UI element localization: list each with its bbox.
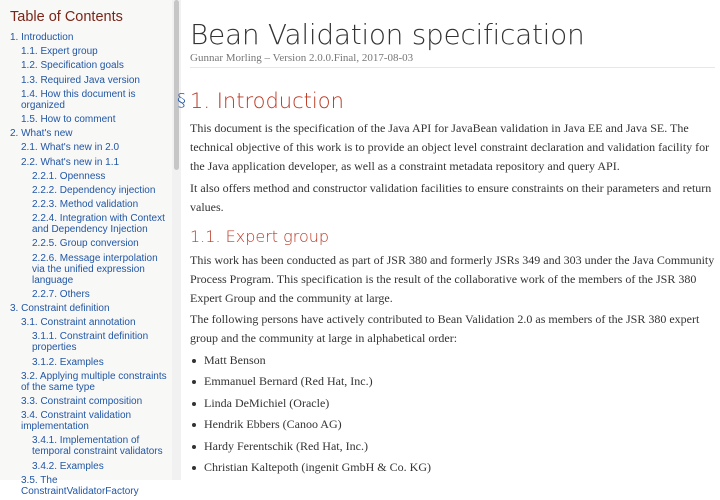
toc-link[interactable]: 2. What's new — [10, 128, 73, 140]
section-heading-text: 1. Introduction — [190, 89, 344, 113]
toc-link[interactable]: 3.5. The ConstraintValidatorFactory — [21, 474, 139, 497]
paragraph: It also offers method and constructor validation facilities to ensure constraints on their parameters and return values. — [190, 181, 712, 214]
toc-title: Table of Contents — [10, 9, 123, 25]
toc-link[interactable]: 1.5. How to comment — [21, 113, 116, 125]
list-item: Linda DeMichiel (Oracle) — [190, 393, 715, 414]
toc-link[interactable]: 2.2.4. Integration with Context and Dependency Injection — [32, 213, 165, 236]
toc-link[interactable]: 2.2.3. Method validation — [32, 199, 139, 211]
toc-link[interactable]: 3. Constraint definition — [10, 303, 110, 314]
toc-link[interactable]: 3.4.1. Implementation of temporal constraint validators — [32, 435, 163, 458]
section-heading-expert-group: 1.1. Expert group — [190, 227, 330, 246]
toc-link[interactable]: 1. Introduction — [10, 32, 74, 43]
list-item: Hardy Ferentschik (Red Hat, Inc.) — [190, 436, 715, 457]
scrollbar-thumb[interactable] — [174, 0, 179, 170]
paragraph: This work has been conducted as part of JSR 380 and formerly JSRs 349 and 303 under the Java Community Process Program. This specification is the result of the collaborative work of the members of the JSR 380 Expert Group and the community at large. — [190, 253, 715, 305]
toc-link[interactable]: 2.1. What's new in 2.0 — [21, 142, 120, 154]
toc-link[interactable]: 3.1.1. Constraint definition properties — [32, 331, 149, 354]
toc-link[interactable]: 3.1.2. Examples — [32, 356, 104, 368]
list-item: Matt Benson — [190, 350, 715, 371]
toc-link[interactable]: 1.3. Required Java version — [21, 74, 140, 86]
toc-link[interactable]: 3.2. Applying multiple constraints of the same type — [21, 370, 167, 393]
toc-link[interactable]: 2.2. What's new in 1.1 — [21, 156, 120, 168]
document-content — [177, 0, 715, 478]
section-heading-introduction — [177, 88, 715, 114]
toc-link[interactable]: 2.2.6. Message interpolation via the unified expression language — [32, 252, 158, 286]
document-title: Bean Validation specification — [190, 18, 585, 51]
toc-link[interactable]: 2.2.2. Dependency injection — [32, 184, 156, 196]
toc-link[interactable]: 2.2.7. Others — [32, 288, 90, 300]
toc-link[interactable]: 2.2.1. Openness — [32, 170, 106, 182]
member-list — [190, 350, 715, 478]
list-item: Hendrik Ebbers (Canoo AG) — [190, 414, 715, 435]
list-item: Emmanuel Bernard (Red Hat, Inc.) — [190, 371, 715, 392]
toc-link[interactable]: 1.1. Expert group — [21, 46, 98, 58]
toc-link[interactable]: 3.4.2. Examples — [32, 460, 104, 472]
toc-link[interactable]: 3.4. Constraint validation implementation — [21, 410, 132, 433]
toc-link[interactable]: 1.4. How this document is organized — [21, 88, 136, 111]
toc-list — [10, 32, 170, 500]
list-item: Christian Kaltepoth (ingenit GmbH & Co. KG) — [190, 457, 715, 478]
document-details: Gunnar Morling – Version 2.0.0.Final, 2017-08-03 — [190, 52, 414, 64]
sidebar-scrollbar[interactable] — [172, 0, 181, 480]
paragraph: The following persons have actively contributed to Bean Validation 2.0 as members of the JSR 380 expert group and the community at large in alphabetical order: — [190, 312, 700, 345]
toc-link[interactable]: 2.2.5. Group conversion — [32, 238, 139, 250]
header-divider — [190, 67, 715, 68]
toc-sidebar — [0, 0, 181, 497]
section-anchor-link[interactable]: § — [177, 90, 186, 111]
paragraph: This document is the specification of the Java API for JavaBean validation in Java EE and Java SE. The technical objective of this work is to provide an object level constraint declaration and validation facility for the Java application developer, as well as a constraint metadata repository and query API. — [190, 121, 710, 173]
toc-link[interactable]: 1.2. Specification goals — [21, 60, 124, 72]
toc-link[interactable]: 3.1. Constraint annotation — [21, 317, 136, 329]
toc-link[interactable]: 3.3. Constraint composition — [21, 395, 143, 407]
